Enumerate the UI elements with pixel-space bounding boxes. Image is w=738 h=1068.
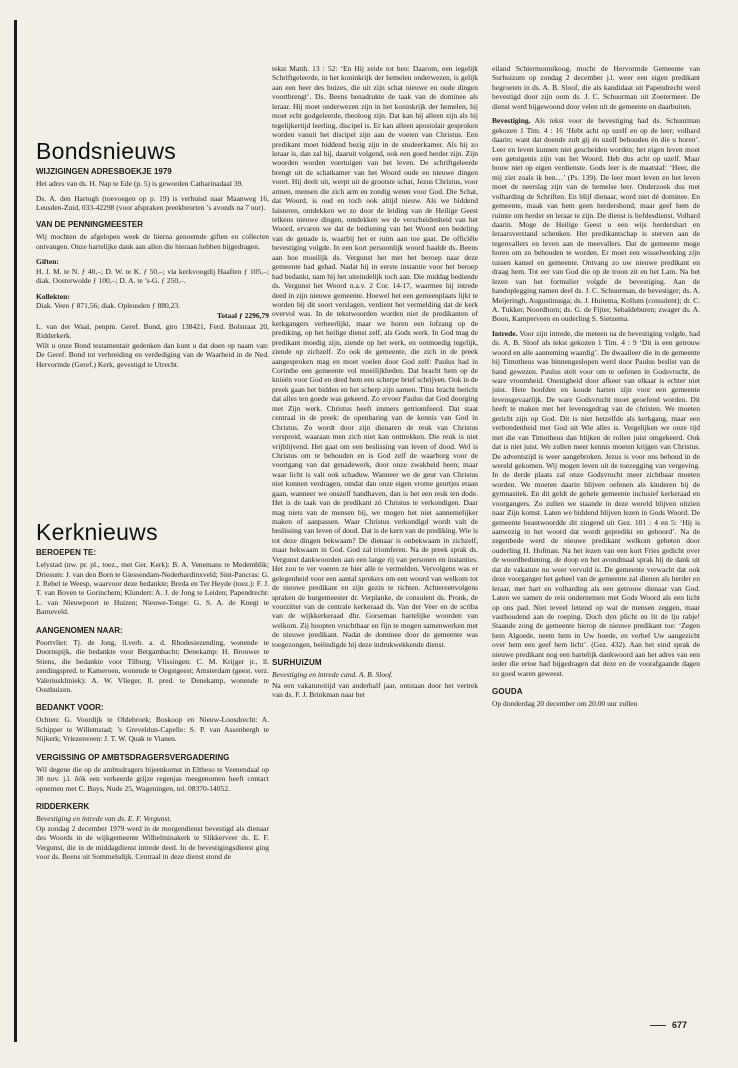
gouda-paragraph: Op donderdag 20 december om 20.00 uur zullen — [492, 699, 638, 709]
page-edge-rule — [14, 20, 17, 1042]
bondsnieuws-section — [36, 167, 269, 374]
beroepen-heading: BEROEPEN TE: — [36, 548, 97, 557]
aangenomen-heading: AANGENOMEN NAAR: — [36, 625, 123, 635]
gouda-heading: GOUDA — [492, 687, 523, 696]
surhuizum-subtitle: Bevestiging en intrede cand. A. B. Sloof. — [272, 670, 393, 680]
totaal-amount: Totaal ƒ 2296,79 — [216, 310, 269, 320]
ridderkerk-subtitle: Bevestiging en intrede van ds. E. F. Vergunst. — [36, 814, 172, 824]
penning-heading: VAN DE PENNINGMEESTER — [36, 220, 143, 230]
article-column-2 — [272, 64, 478, 1064]
surhuizum-paragraph: Na een vakatureitijd van anderhalf jaar, ontstaan door het vertrek van ds. F. J. Brinkman naar het — [272, 680, 478, 700]
vergissing-paragraph: Wil degene die op de ambtsdragers bijeenkomst in Eltheso te Veenendaal op 30 nov. j.l. ôók een verkeerde grijze regenjas meegenomen heeft contact opnemen met C. Buys, Nude 25, Wageningen, tel. 08370-14052. — [36, 764, 269, 793]
bondsnieuws-title: Bondsnieuws — [36, 138, 177, 164]
intrede-paragraph — [492, 329, 700, 678]
giften-paragraph: H. J. M. te N. ƒ 40,–; D. W. te K. ƒ 50,–; via kerkvoogdij Haaften ƒ 105,–; diak. Oosterwolde ƒ 100,–; D. A. te ’s-G. ƒ 250,–. — [36, 266, 269, 286]
bevestiging-text: Als tekst voor de bevestiging had ds. Schuurman gekozen 1 Tim. 4 : 16 ‘Hebt acht op uzelf en op de leer; volhard daarin; want dat doende zult gij én uzelf behouden én die u horen’. Leer en leven kunnen niet gescheiden worden; het eigen leven moet een getuigenis zijn van het Woord. Heb dus acht op uzelf. Maar bouw niet op eigen verdienste. Gods leer is de maatstaf: ‘Heer, die mij ziet zoals ik ben…’ (Ps. 139). De leer moet leven en het leven moet de neerslag zijn van de hemelse leer. Onderzoek dus met volharding de Schriften. En blijf dienaar, word niet dé dominee. En gemeente, maak van hem geen herdershond, maar geef hem de ruimte om herder en leraar te zijn. De dienst is liefdesdienst. Volhard daarin. Moge de Heilige Geest u een wijs herdershart en leraarsverstand schenken. Het predikantschap is sterven aan de tegenvallers en leven aan de meevallers. Dat de gemeente moge horen om zo behouden te worden. Er moet een wisselwerking zijn tussen kansel en gemeente. Ontvang zo uw nieuwe predikant en draag hem. Tot eer van God die op de troon zit en het Lam. Na het lezen van het formulier volgde de bevestiging. Aan de handoplegging namen deel ds. J. C. Schuurman, de bevestiger; ds. A. Meijeringh, Augustinusga; ds. J. Huitema, Kollum (consulent); dr. C. A. Tukker, Noordhorn; ds. G. de Fijter, Sebaldeburen; zwager ds. A. Boon, Kamperveen en ouderling S. Sietzema. — [492, 116, 700, 324]
page-number: 677 — [672, 1020, 688, 1030]
adres-paragraph: Het adres van ds. H. Nap te Ede (p. 5) is geworden Catharinadaal 39. — [36, 179, 244, 189]
ridderkerk-heading: RIDDERKERK — [36, 802, 90, 812]
ridderkerk-continued-paragraph: tekst Matth. 13 : 52: ‘En Hij zeide tot hen: Daarom, een iegelijk Schriftgeleerde, in het koninkrijk der hemelen onderwezen, is gelijk aan een heer des huizes, die uit zijn schat nieuwe en oude dingen voortbrengt’. Ds. Beens benadrukte de taak van de dominee als leraar. Hij moet onderwezen zijn in het koninkrijk der hemelen, hij moet echt godgeleerde, theoloog zijn. Dat kan hij alleen zijn als hij tegelijkertijd leerling, discipel is. Er kan alleen apostolair gesproken worden vanuit het discipel zijn aan de voeten van Christus. Een predikant moet biddend bezig zijn in de studeerkamer. Als hij zo leraar is, dan zal hij, daaruit volgend, ook een goed herder zijn. Zijn woorden worden voertuigen van het leven. De schriftgeleerde brengt uit de schatkamer van het Woord oude en nieuwe dingen voort. Hij deelt uit, werpt uit de grootste schat, Jezus Christus, voor armen, mensen die zich arm en zondig weten voor God. Die Schat, dat Woord, is oud en toch ook altijd nieuw. Als we biddend luisteren, ontdekken we zo door de leiding van de Heilige Geest telkens nieuwe dingen, ontdekken we de verscheidenheid van het Woord, ervaren we dat de bediening van het Woord een bedeling van de genade is, waarbij het er ruim aan toe gaat. De officiële bevestiging volgde. In een kort persoonlijk woord haalde ds. Beens aan hoe moeilijk ds. Vergunst het met het beroep naar deze gemeente had gehad. Nadat hij in eerste instantie voor het beroep had bedankt, nam hij het uiteindelijk toch aan. Die middag bediende ds. Vergunst het Woord n.a.v. 2 Cor. 14-17, waarmee hij intrede deed in zijn nieuwe gemeente. Hoewel het een gemeenplaats lijkt te worden bij dit soort verslagen, verdient het vermelding dat de kerk overvol was. In de tekstwoorden worden niet de predikanten of kerkgangers verheerlijkt, maar we horen een lofzang op de prediking, op het heilige dienst zelf, als Gods werk. In God mag de predikant moedig zijn, ziende op het werk, en ootmoedig tegelijk, ziende op zichzelf. Zo ook de gemeente, die zich in de preek aangesproken mag en moet voelen door God zelf: Paulus had in Corinthe een gemeente vol moeilijkheden. Dat bracht hem op de knieën voor God en deed hem een scherpe brief schrijven. Ook in de preek gaan het bidden en het scherp zijn samen. Titus bracht bericht dat alles ten goede was gekeerd. Zo ervoer Paulus dat God doorging met Zijn werk. Christus heeft immers getriomfeerd. Dat staat centraal in de preek: de openbaring van de kennis van God in Christus. Zo wordt door zijn dienaren de reuk van Christus verspreid, waaraan men zich niet kan onttrekken. Die reuk is niet vrijblijvend. Het gaat om een beslissing van leven of dood. Wel is Christus om te behouden en is God zelf de waarborg voor de voortgang van dat genadewerk, door onze zwakheid heen; maar waar licht is valt ook schaduw. Wanneer we de geur van Christus niet kunnen verdragen, omdat dan onze eigen vrome geurtjes eraan gaan, wanneer we onszelf handhaven, dan is het een reuk ten dode. Het is de taak van de predikant zó Christus te verkondigen. Daar mag niets van de mensen bij, we mogen het niet aannemelijker maken of aanpassen. Waar Christus verkondigd wordt valt de beslissing van leven of dood. Dat is de kern van de prediking. Wie is tot deze dingen bekwaam? De dienaar is onbekwaam in zichzelf, maar bekwaam in God. God zal triomferen. Na de preek sprak ds. Vergunst dankwoorden aan een lange rij van personen en instanties. Het zou te ver voeren ze hier alle te vermelden. Vervolgens was er gelegenheid voor een aantal sprekers om een woord van welkom tot de nieuwe predikant en zijn gezin te richten. Achtereenvolgens spraken de burgemeester dr. Verplanke, de consulent ds. Pronk, de voorzitter van de centrale kerkeraad ds. Van der Veer en de scriba van de wijkkerkeraad dhr. Gorseman hartelijke woorden van welkom. Zij hoopten vruchtbaar en fijn te mogen samenwerken met de nieuwe predikant. Nadat de dominee door de gemeente was toegezongen, beëindigde hij deze indrukwekkende dienst. — [272, 64, 478, 649]
intrede-text: Voor zijn intrede, die meteen na de bevestiging volgde, had ds. A. B. Sloof als tekst gekozen 1 Tim. 4 : 9 ‘Dit is een getrouw woord en alle aanneming waardig’. De dwaalleer die in de gemeente bij Timotheus was binnengeslopen werd door Paulus beslist van de hand gewezen. Paulus stelt voor om te oefenen in Godsvrucht, de ware vroomheid. Onenigheid door afkeer van elkaar is echter niet juist. Hete hoofden en koude harten zijn voor een gemeente levensgevaarlijk. De ware Godsvrucht moet geoefend worden. Dit heeft te maken met het levensgedrag van de christen. We moeten gericht zijn op God. Dit is niet hetzelfde als kerkgang, maar een verbondenheid met God uit Wie alles is. Vergelijken we onze tijd met die van Timotheus dan blijken de rollen juist omgekeerd. Ook dat is niet juist. We zullen meer kennis moeten krijgen van Christus. De adventstijd is weer aangebroken. Jezus is voor ons behoud in de wereld gekomen. Wij mogen leven uit de toezegging van vergeving. In de derde plaats zal onze Godsvrucht meer zichtbaar moeten worden. We moeten daarin blijven oefenen als kinderen bij de gymnastiek. En dit geldt de gehele gemeente inclusief kerkeraad en voorgangers. Zo zullen we staande in deze wereld blijven uitzien naar Zijn komst. Laten we biddend blijven lezen in Gods Woord. De gemeente beantwoordde dit zingend uit Gez. 101 : 4 en 5: ‘Hij is aanwezig in het woord dat wordt gepredikt en gehoord’. Na de zegenbede werd de nieuwe predikant welkom geheten door ouderling H. Hofman. Na het lezen van een kort Fries gedicht over de woordbediening, de doop en het avondmaal sprak hij de dank uit dat de vakature nu weer vervuld is. De gemeente verwacht dat ook deze voorganger het geheel van de gemeente zal dienen als herder en leraar, met hart en volharding als een getrouw dienaar van God. Laten we samen de reis ondernemen met Gods Woord als een licht op ons pad. Niet teveel lettend op wat de mensen zeggen, maar vasthoudend aan de roeping. Doch dyn plicht en lit de lju rabje! Staande zong de gemeente hierop de nieuwe predikant toe: ‘Zegen hem Algoede, neem hem in Uw hoede, en verhef Uw aangezicht over hem een geef hem licht’. (Gez. 432). Aan het eind sprak de nieuwe predikant nog een hartelijk dankwoord aan het adres van een ieder die ertoe had bijgedragen dat deze en de voorafgaande dagen zo goed waren geweest. — [492, 328, 700, 678]
bevestiging-lead: Bevestiging. — [492, 116, 531, 126]
treasurer-paragraph: L. van der Waal, penpm. Geref. Bond, giro 138421, Ferd. Bolstraat 20, Ridderkerk. — [36, 321, 269, 341]
beroepen-paragraph: Lelystad (nw. pr. pl., toez., met Ger. Kerk): B. A. Venemans te Medemblik; Driesum: J. van den Born te Giessendam-Nederhardinxveld; Sint-Pancras: G. J. Rebel te Weesp, waarvoor deze bedankte; Breda en Ter Heyde (toez.): F. J. T. van Boven te Gorinchem; Klundert: A. J. de Jong te Leiden; Papendrecht: L. van Nieuwpoort te Huizen; Nieuwe-Tonge: G. S. A. de Knegt te Barneveld. — [36, 560, 269, 617]
intrede-lead: Intrede. — [492, 328, 518, 338]
ridderkerk-paragraph: Op zondag 2 december 1979 werd in de morgendienst bevestigd als dienaar des Woords in de wijkgemeente Wilhelminakerk te Slikkerveer ds. E. F. Vergunst, die in de middagdienst intrede deed. In de bevestigingsdienst ging voor ds. Beens uit Sommelsdijk. Centraal in deze dienst stond de — [36, 823, 269, 862]
aangenomen-paragraph: Poortvliet: Tj. de Jong, ll.verb. a. d. Rhodesiezending, wonende te Doornspijk, die bedankte voor Bergambacht; Denekamp: H. Brouwer te Stiens, die bedankte voor Tilburg; Vlissingen: C. M. Krijger jr., ll. zendingspred. te Kameroen, wonende te Oegstgeest; Amsterdam (geest. verz. Valeriuskliniek): A. W. Vlieger, ll. pred. te Denekamp, wonende te Oosthuizen. — [36, 637, 269, 694]
bevestiging-paragraph — [492, 116, 700, 324]
testament-paragraph: Wilt u onze Bond testamentair gedenken dan kunt u dat doen op naam van: De Geref. Bond tot verbreiding en verdediging van de Waarheid in de Ned. Hervormde (Geref.) Kerk, gevestigd te Utrecht. — [36, 340, 269, 369]
bedankt-heading: BEDANKT VOOR: — [36, 703, 104, 713]
bedankt-paragraph: Ochten: G. Voordijk te Oldebroek; Boskoop en Nieuw-Loosdrecht: A. Schipper te Willemstad; ’s Greveldun-Capelle: S. P. van Assenbergh te Nijkerk; Vriezenveen: J. T. W. Quak te Vianen. — [36, 715, 269, 744]
page-number-dash — [650, 1025, 666, 1026]
adres-paragraph: Ds. A. den Hartogh (toevoegen op p. 19) is verhuisd naar Maanweg 16, Leusden-Zuid, 033-42298 (voor afspraken preekbeurten ’s avonds na 7 uur). — [36, 193, 269, 212]
kollekten-heading: Kollekten: — [36, 291, 70, 301]
kollekten-paragraph: Diak. Veen ƒ 871,56; diak. Opleusden ƒ 880,23. — [36, 301, 181, 311]
kerknieuws-section — [36, 548, 269, 1048]
penning-paragraph: Wij mochten de afgelopen week de hierna genoemde giften en collecten ontvangen. Onze hartelijke dank aan allen die hieraan hebben bijgedragen. — [36, 232, 269, 251]
vergissing-heading: VERGISSING OP AMBTSDRAGERSVERGADERING — [36, 752, 230, 762]
surhuizum-heading: SURHUIZUM — [272, 658, 322, 668]
surhuizum-continued-paragraph: eiland Schiermonnikoog, mocht de Hervormde Gemeente van Surhuizum op zondag 2 december j.l. weer een eigen predikant begroeten in ds. A. B. Sloof, die als kandidaat uit Papendrecht werd bevestigd door zijn oom ds. J. C. Schuurman uit Zoetermeer. De dienst werd bijgewoond door velen uit de gemeente en daarbuiten. — [492, 64, 700, 111]
adres-heading: WIJZIGINGEN ADRESBOEKJE 1979 — [36, 167, 172, 176]
article-column-3 — [492, 64, 700, 1064]
kerknieuws-title: Kerknieuws — [36, 519, 158, 545]
giften-heading: Giften: — [36, 257, 59, 267]
